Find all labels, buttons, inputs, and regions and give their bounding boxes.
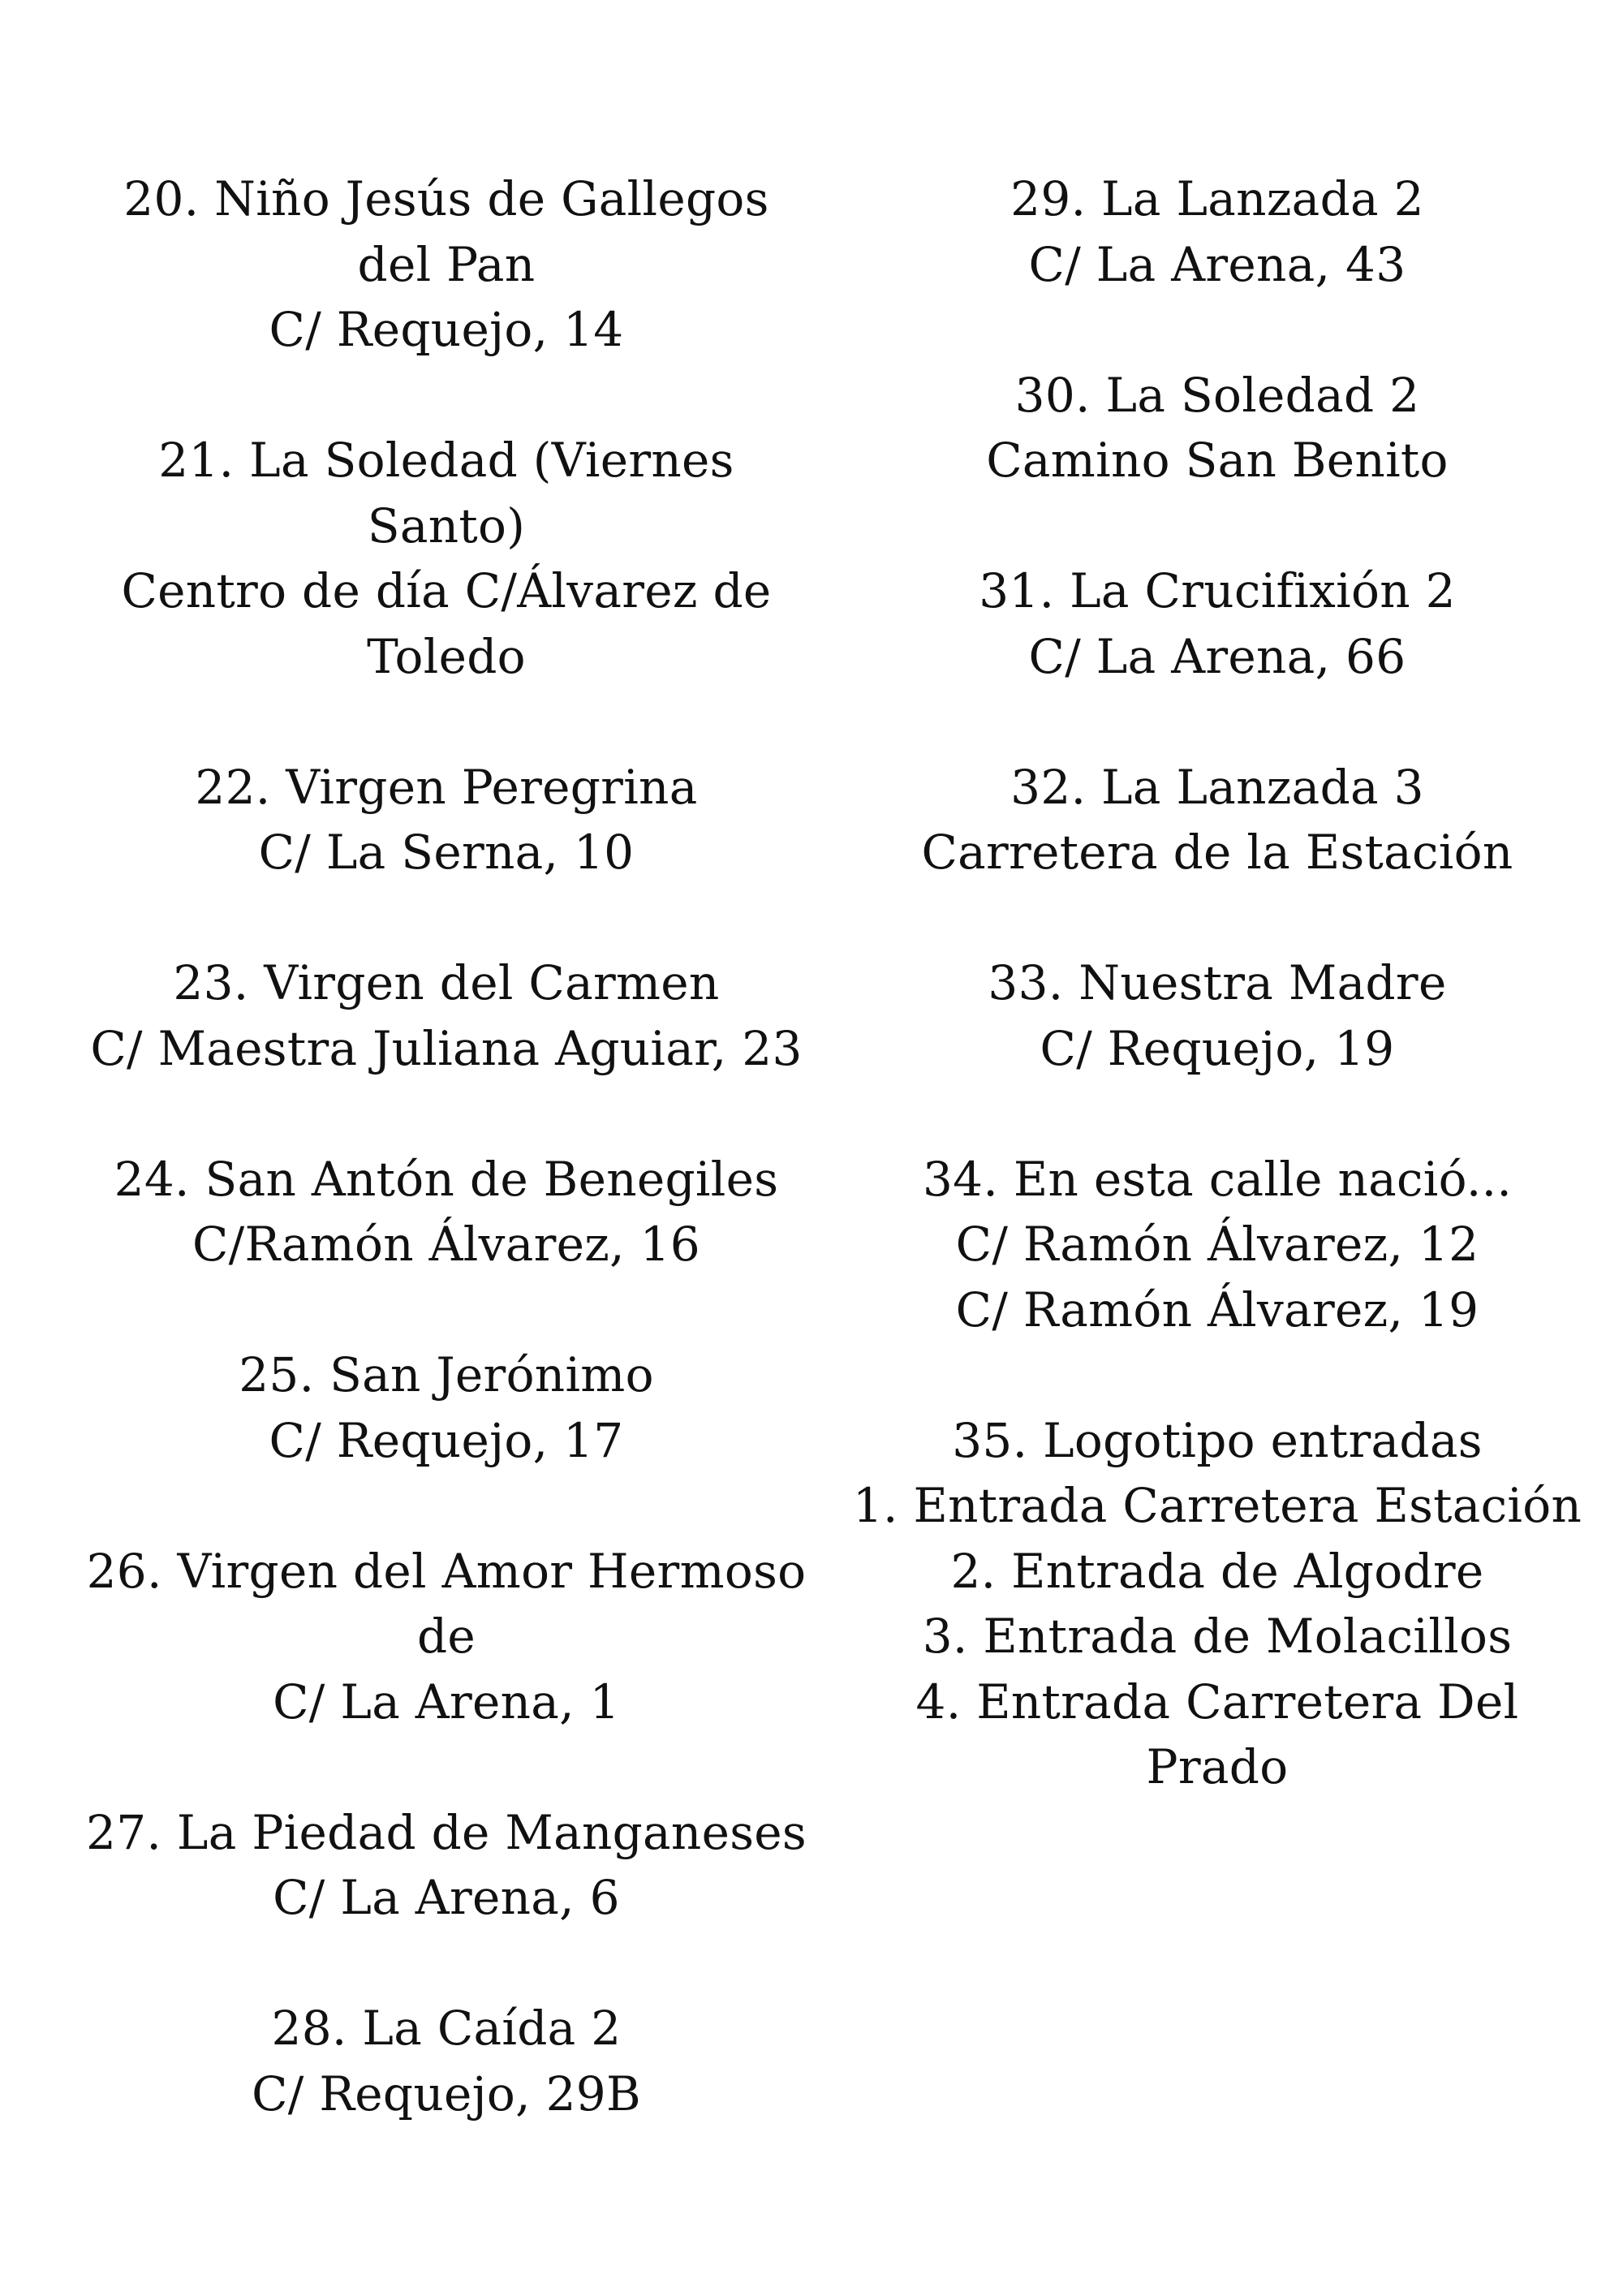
list-item bbox=[81, 428, 812, 689]
entry-address: C/ Requejo, 19 bbox=[1040, 1020, 1395, 1076]
entry-title: 23. Virgen del Carmen bbox=[173, 955, 720, 1010]
entry-address: 1. Entrada Carretera Estación bbox=[852, 1478, 1582, 1533]
entry-address: C/ Requejo, 29B bbox=[252, 2066, 641, 2122]
list-item bbox=[852, 558, 1582, 689]
list-item bbox=[81, 1147, 812, 1277]
entry-address: C/ Maestra Juliana Aguiar, 23 bbox=[90, 1020, 803, 1076]
list-item bbox=[81, 1539, 812, 1735]
entry-title: 33. Nuestra Madre bbox=[988, 955, 1447, 1010]
entry-address: C/ La Serna, 10 bbox=[258, 825, 635, 880]
entry-address: C/ La Arena, 1 bbox=[273, 1674, 620, 1730]
list-item bbox=[852, 1147, 1582, 1343]
entry-address: C/ La Arena, 43 bbox=[1028, 236, 1406, 292]
entry-title: 31. La Crucifixión 2 bbox=[979, 563, 1456, 618]
list-item bbox=[852, 166, 1582, 297]
entry-address: C/ Requejo, 14 bbox=[269, 302, 624, 357]
entry-address: 4. Entrada Carretera Del Prado bbox=[915, 1674, 1519, 1794]
left-column bbox=[81, 166, 812, 2192]
entry-title: 27. La Piedad de Manganeses bbox=[86, 1804, 807, 1860]
entry-title: 20. Niño Jesús de Gallegos del Pan bbox=[123, 171, 769, 292]
list-item bbox=[81, 755, 812, 885]
entry-title: 34. En esta calle nació... bbox=[922, 1151, 1513, 1207]
list-item bbox=[852, 363, 1582, 493]
entry-address: C/ Ramón Álvarez, 12 bbox=[955, 1217, 1479, 1272]
entry-title: 22. Virgen Peregrina bbox=[195, 759, 698, 815]
list-item bbox=[81, 1800, 812, 1931]
list-item bbox=[852, 1408, 1582, 1800]
entry-address: Carretera de la Estación bbox=[921, 825, 1513, 880]
entry-title: 24. San Antón de Benegiles bbox=[114, 1151, 779, 1207]
entry-address: C/Ramón Álvarez, 16 bbox=[192, 1217, 700, 1272]
list-item bbox=[81, 1342, 812, 1473]
entry-title: 26. Virgen del Amor Hermoso de bbox=[86, 1543, 807, 1664]
entry-title: 21. La Soledad (Viernes Santo) bbox=[158, 433, 734, 554]
entry-title: 25. San Jerónimo bbox=[239, 1347, 654, 1402]
entry-address: Centro de día C/Álvarez de Toledo bbox=[121, 563, 772, 684]
entry-title: 28. La Caída 2 bbox=[271, 2001, 622, 2056]
right-column bbox=[852, 166, 1582, 1865]
list-item bbox=[81, 1996, 812, 2126]
entry-address: Camino San Benito bbox=[986, 433, 1449, 488]
entry-address: C/ La Arena, 66 bbox=[1028, 628, 1406, 684]
entry-title: 30. La Soledad 2 bbox=[1014, 367, 1420, 423]
list-item bbox=[852, 950, 1582, 1081]
list-item bbox=[852, 755, 1582, 885]
entry-address: 2. Entrada de Algodre bbox=[950, 1543, 1484, 1599]
entry-address: C/ La Arena, 6 bbox=[273, 1870, 620, 1925]
entry-address: 3. Entrada de Molacillos bbox=[922, 1609, 1513, 1664]
entry-address: C/ Requejo, 17 bbox=[269, 1412, 624, 1468]
entry-address: C/ Ramón Álvarez, 19 bbox=[955, 1282, 1479, 1338]
entry-title: 29. La Lanzada 2 bbox=[1010, 171, 1424, 226]
entry-title: 35. Logotipo entradas bbox=[952, 1412, 1483, 1468]
entry-title: 32. La Lanzada 3 bbox=[1010, 759, 1424, 815]
list-item bbox=[81, 950, 812, 1081]
list-item bbox=[81, 166, 812, 363]
